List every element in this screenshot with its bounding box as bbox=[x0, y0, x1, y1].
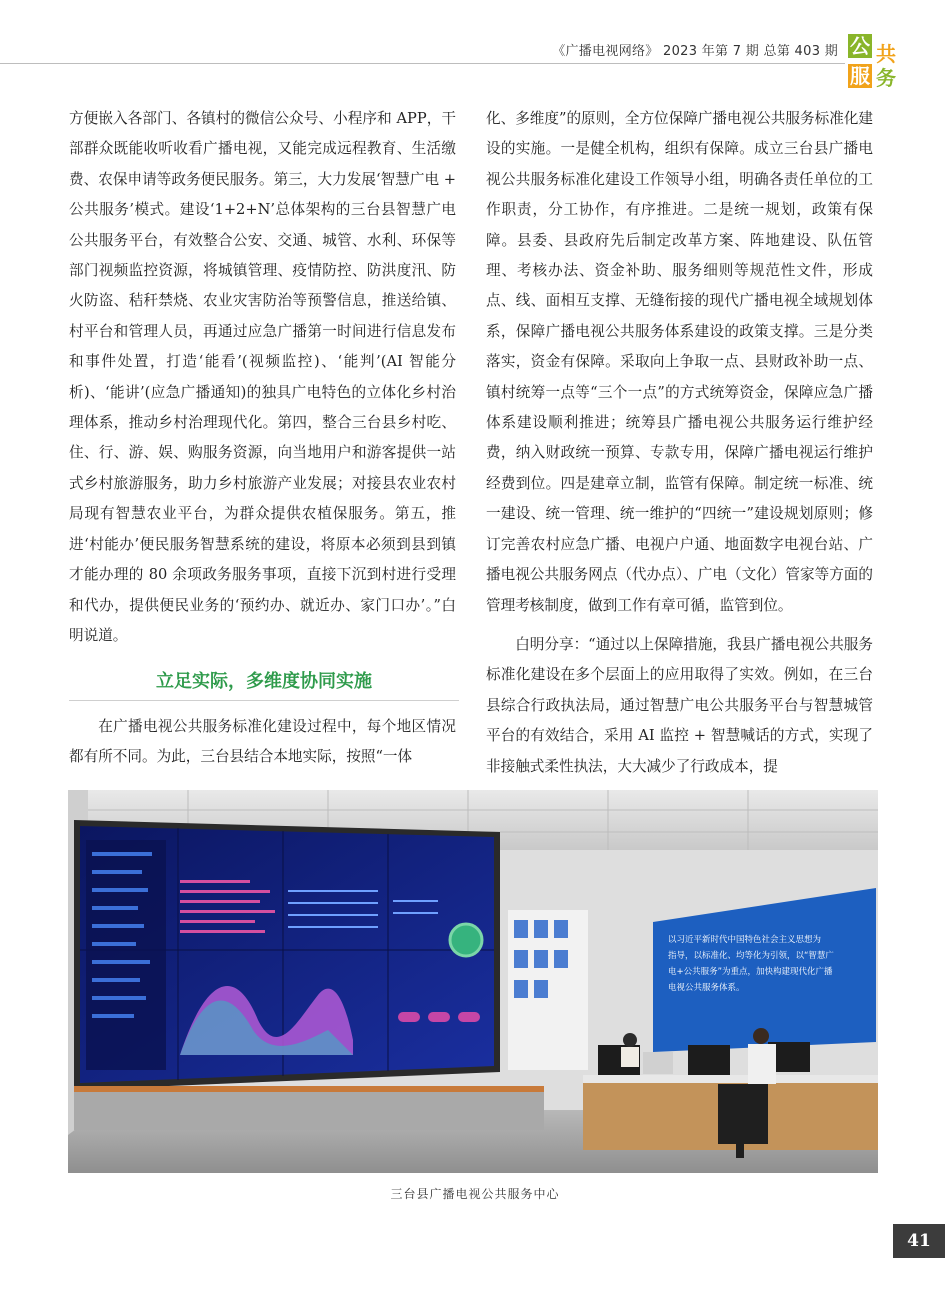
body-paragraph: 白明分享：“通过以上保障措施，我县广播电视公共服务标准化建设在多个层面上的应用取得了实效。例如，在三台县综合行政执法局，通过智慧广电公共服务平台与智慧城管平台的有效结合，采用 AI 监控 + 智慧喊话的方式，实现了非接触式柔性执法，大大减少了行政成本，提 bbox=[486, 636, 873, 775]
page-number: 41 bbox=[893, 1224, 945, 1258]
badge-char-1: 公 bbox=[850, 34, 870, 58]
banner-line-3: 电+公共服务”为重点，加快构建现代化广播 bbox=[668, 967, 833, 977]
banner-line-2: 指导，以标准化、均等化为引领，以“智慧广 bbox=[668, 951, 834, 961]
left-column-lower bbox=[69, 712, 456, 773]
banner-line-4: 电视公共服务体系。 bbox=[668, 983, 745, 993]
badge-char-3: 服 bbox=[850, 64, 870, 88]
badge-char-2: 共 bbox=[876, 42, 896, 66]
banner-line-1: 以习近平新时代中国特色社会主义思想为 bbox=[668, 935, 822, 945]
badge-char-4: 务 bbox=[876, 66, 896, 90]
section-heading: 立足实际，多维度协同实施 bbox=[69, 664, 459, 701]
photo-illustration bbox=[68, 790, 878, 1173]
right-column-lower bbox=[486, 630, 873, 782]
left-column-top bbox=[69, 104, 456, 651]
section-badge bbox=[846, 30, 904, 90]
body-paragraph: 方便嵌入各部门、各镇村的微信公众号、小程序和 APP，干部群众既能收听收看广播电视，又能完成远程教育、生活缴费、农保申请等政务便民服务。第三，大力发展‘智慧广电 + 公共服务’模式。建设‘1+2+N’总体架构的三台县智慧广电公共服务平台，有效整合公安、交通、城管、水利、环保等部门视频监控资源，将城镇管理、疫情防控、防洪度汛、防火防盗、秸秆禁烧、农业灾害防治等预警信息，推送给镇、村平台和管理人员，再通过应急广播第一时间进行信息发布和事件处置，打造‘能看’(视频监控)、‘能判’(AI 智能分析)、‘能讲’(应急广播通知)的独具广电特色的立体化乡村治理体系，推动乡村治理现代化。第四，整合三台县乡村吃、住、行、游、娱、购服务资源，向当地用户和游客提供一站式乡村旅游服务，助力乡村旅游产业发展；对接县农业农村局现有智慧农业平台，为群众提供农植保服务。第五，推进‘村能办’便民服务智慧系统的建设，将原本必须到县到镇才能办理的 80 余项政务服务事项，直接下沉到村进行受理和代办，提供便民业务的‘预约办、就近办、家门口办’。”白明说道。 bbox=[69, 110, 456, 644]
service-center-photo bbox=[68, 790, 878, 1173]
body-paragraph: 化、多维度”的原则，全方位保障广播电视公共服务标准化建设的实施。一是健全机构，组织有保障。成立三台县广播电视公共服务标准化建设工作领导小组，明确各责任单位的工作职责，分工协作，有序推进。二是统一规划，政策有保障。县委、县政府先后制定改革方案、阵地建设、队伍管理、考核办法、资金补助、服务细则等规范性文件，形成点、线、面相互支撑、无缝衔接的现代广播电视全域规划体系，保障广播电视公共服务体系建设的政策支撑。三是分类落实，资金有保障。采取向上争取一点、县财政补助一点、镇村统筹一点等“三个一点”的方式统筹资金，保障应急广播体系建设顺利推进；统筹县广播电视公共服务运行维护经费，纳入财政统一预算、专款专用，保障广播电视运行维护经费到位。四是建章立制，监管有保障。制定统一标准、统一建设、统一管理、统一维护的“四统一”建设规划原则；修订完善农村应急广播、电视户户通、地面数字电视台站、广播电视公共服务网点（代办点）、广电（文化）管家等方面的管理考核制度，做到工作有章可循，监管到位。 bbox=[486, 110, 873, 614]
header-rule bbox=[0, 63, 845, 64]
photo-caption: 三台县广播电视公共服务中心 bbox=[390, 1187, 560, 1201]
running-head: 《广播电视网络》 2023 年第 7 期 总第 403 期 bbox=[552, 44, 838, 59]
body-paragraph: 在广播电视公共服务标准化建设过程中，每个地区情况都有所不同。为此，三台县结合本地实际，按照“一体 bbox=[69, 718, 456, 766]
right-column-top bbox=[486, 104, 873, 621]
